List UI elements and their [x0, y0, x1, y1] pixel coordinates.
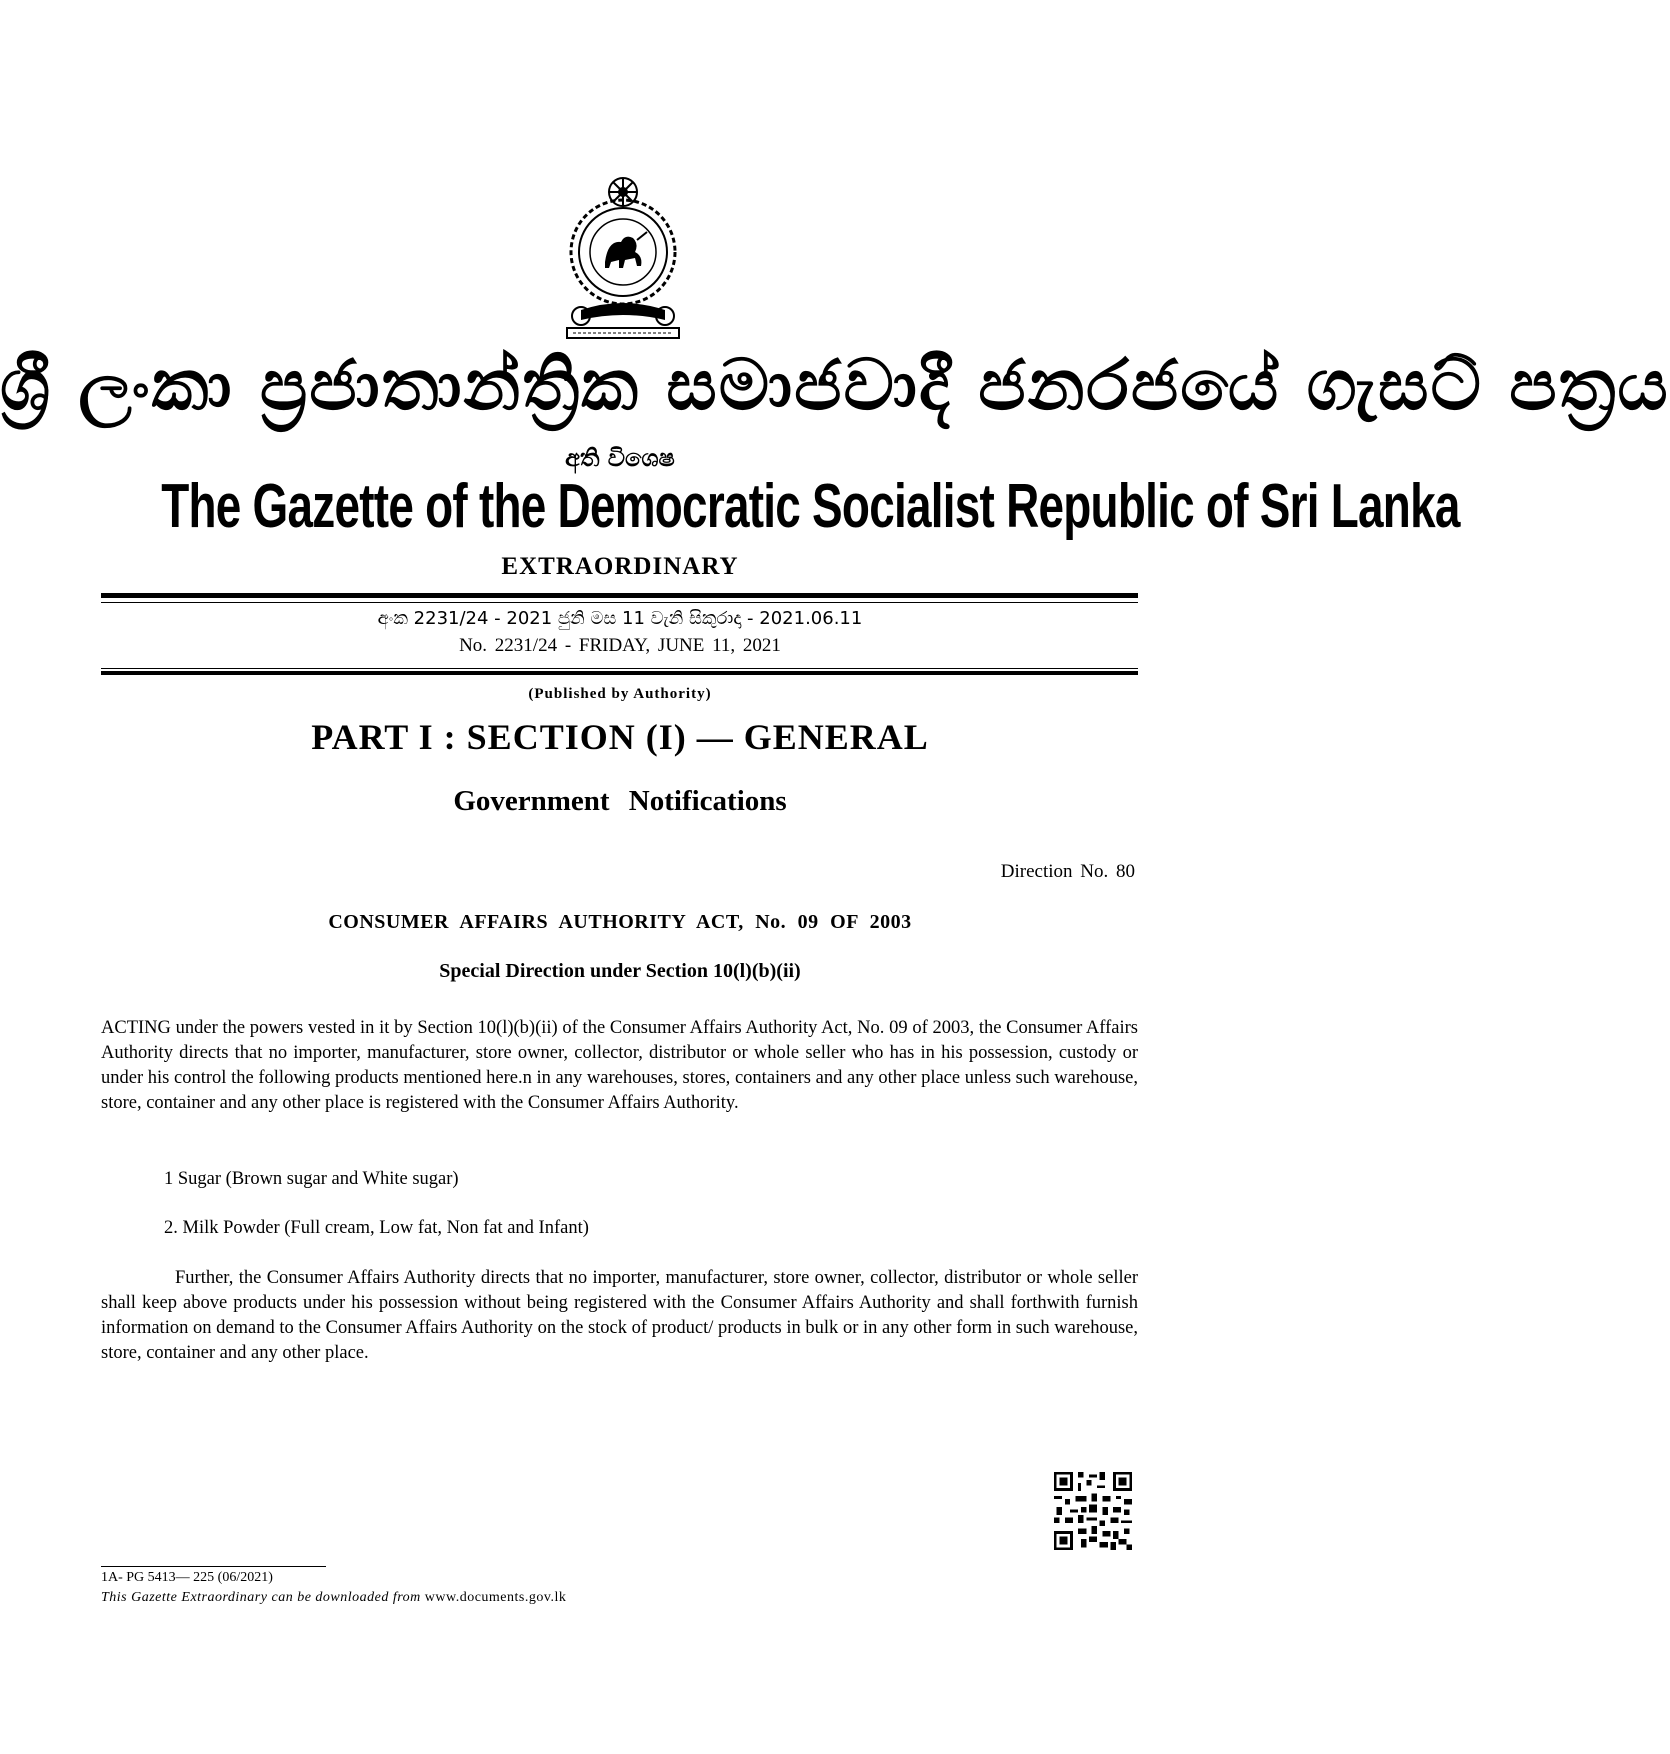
issue-line-english: No. 2231/24 - FRIDAY, JUNE 11, 2021 [459, 635, 781, 656]
act-title: CONSUMER AFFAIRS AUTHORITY ACT, No. 09 OF 2003 [328, 911, 912, 933]
download-note-text: This Gazette Extraordinary can be downloaded from [101, 1590, 421, 1605]
notice-paragraph-1: ACTING under the powers vested in it by Section 10(l)(b)(ii) of the Consumer Affairs Authority Act, No. 09 of 2003, the Consumer Affairs Authority directs that no importer, manufacturer, store owner, collector, distributor or whole seller who has in his possession, custody or under his control the following products mentioned here.n in any warehouses, stores, containers and any other place unless such warehouse, store, container and any other place is registered with the Consumer Affairs Authority. [101, 1018, 1138, 1113]
download-link[interactable]: www.documents.gov.lk [424, 1590, 567, 1605]
extraordinary-label: EXTRAORDINARY [501, 553, 739, 580]
print-reference: 1A- PG 5413— 225 (06/2021) [101, 1570, 273, 1585]
english-gazette-title: The Gazette of the Democratic Socialist Republic of Sri Lanka [161, 472, 1460, 541]
direction-number: Direction No. 80 [1000, 861, 1135, 882]
sinhala-gazette-title: ශ්‍රී ලංකා ප්‍රජාතාන්ත්‍රික සමාජවාදී ජනරජයේ ගැසට් පත්‍රය [0, 344, 1670, 426]
issue-rule-thin [101, 668, 1138, 669]
government-notifications-heading: Government Notifications [453, 785, 787, 817]
qr-code-icon [1054, 1472, 1132, 1550]
header-rule-thick [101, 593, 1138, 598]
sinhala-extraordinary-label: අති විශෙෂ [565, 444, 675, 472]
issue-rule-thick [101, 671, 1138, 675]
download-note [101, 1590, 566, 1606]
part-section-title: PART I : SECTION (I) — GENERAL [311, 717, 929, 757]
sri-lanka-emblem-icon [553, 170, 693, 345]
list-item: 2. Milk Powder (Full cream, Low fat, Non fat and Infant) [164, 1218, 589, 1238]
notice-paragraph-2: Further, the Consumer Affairs Authority directs that no importer, manufacturer, store owner, collector, distributor or whole seller shall keep above products under his possession without being registered with the Consumer Affairs Authority and shall forthwith furnish information on demand to the Consumer Affairs Authority on the stock of product/ products in bulk or in any other form in such warehouse, store, container and any other place. [101, 1268, 1138, 1363]
issue-line-sinhala: අංක 2231/24 - 2021 ජුනි මස 11 වැනි සිකුරාදා - 2021.06.11 [377, 608, 863, 629]
special-direction-heading: Special Direction under Section 10(l)(b)(ii) [439, 960, 801, 982]
footnote-rule [101, 1566, 326, 1567]
published-by-authority: (Published by Authority) [528, 686, 712, 702]
list-item: 1 Sugar (Brown sugar and White sugar) [164, 1169, 459, 1189]
header-rule-thin [101, 602, 1138, 603]
